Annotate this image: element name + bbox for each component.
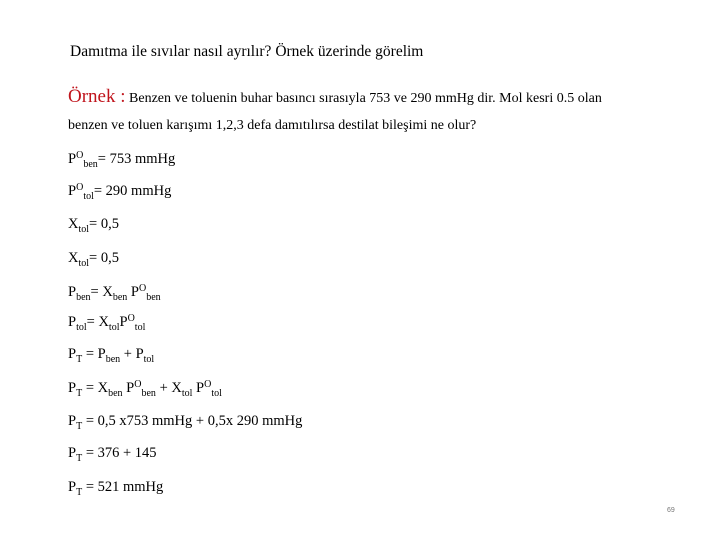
subscript: tol (76, 322, 87, 333)
equation-line (68, 413, 302, 430)
equation-text: P (68, 183, 77, 199)
equation-text: + X (155, 380, 182, 396)
equation-text: + P (120, 346, 144, 362)
subscript: ben (76, 292, 91, 303)
subscript: ben (146, 292, 161, 303)
equation-line (68, 216, 119, 233)
equation-text: = 753 mmHg (97, 151, 176, 167)
equation-text: X (68, 216, 79, 232)
equation-text: = 376 + 145 (82, 445, 157, 461)
subscript: T (76, 421, 83, 432)
subscript: ben (108, 388, 123, 399)
example-line-1 (68, 86, 602, 108)
superscript: O (138, 283, 147, 294)
subscript: T (76, 453, 83, 464)
subscript: T (76, 487, 83, 498)
equation-text: P (68, 413, 77, 429)
equation-text: X (68, 250, 79, 266)
equation-line (68, 151, 175, 168)
equation-text: = 0,5 (89, 250, 119, 266)
subscript: tol (108, 322, 120, 333)
example-label: Örnek : (68, 86, 126, 107)
equation-line (68, 284, 161, 301)
equation-text: P (119, 314, 128, 330)
example-text-1: Benzen ve toluenin buhar basıncı sırasıyla 753 ve 290 mmHg dir. Mol kesri 0.5 olan (125, 91, 602, 106)
subscript: ben (141, 388, 156, 399)
superscript: O (204, 379, 212, 390)
equation-text: P (192, 380, 205, 396)
equation-line (68, 314, 145, 331)
equation-text: = X (90, 284, 113, 300)
slide-title: Damıtma ile sıvılar nasıl ayrılır? Örnek üzerinde görelim (70, 43, 424, 60)
subscript: tol (181, 388, 193, 399)
equation-text: = X (86, 314, 109, 330)
equation-line (68, 183, 171, 200)
equation-text: = P (82, 346, 106, 362)
superscript: O (76, 150, 84, 161)
page-number: 69 (667, 507, 675, 514)
subscript: tol (134, 322, 146, 333)
superscript: O (134, 379, 142, 390)
equation-text: P (68, 380, 77, 396)
example-line-2: benzen ve toluen karışımı 1,2,3 defa damıtılırsa destilat bileşimi ne olur? (68, 118, 477, 133)
subscript: T (76, 388, 83, 399)
equation-text: P (68, 314, 77, 330)
equation-text: P (68, 346, 77, 362)
subscript: tol (211, 388, 222, 399)
subscript: tol (78, 258, 90, 269)
superscript: O (76, 182, 84, 193)
equation-text: = 0,5 (89, 216, 119, 232)
subscript: tol (143, 354, 155, 365)
subscript: ben (112, 292, 128, 303)
subscript: T (76, 354, 83, 365)
subscript: ben (83, 159, 98, 170)
subscript: tol (78, 224, 90, 235)
subscript: tol (83, 191, 94, 202)
equation-line (68, 346, 154, 363)
equation-line (68, 479, 163, 496)
equation-text: = 290 mmHg (93, 183, 172, 199)
equation-text: = 521 mmHg (82, 479, 164, 495)
equation-line (68, 445, 157, 462)
superscript: O (127, 313, 135, 324)
equation-text: P (68, 151, 77, 167)
equation-text: P (122, 380, 135, 396)
equation-line (68, 380, 222, 397)
equation-text: P (127, 284, 139, 300)
equation-text: = 0,5 x753 mmHg + 0,5x 290 mmHg (82, 413, 303, 429)
subscript: ben (105, 354, 121, 365)
equation-line (68, 250, 119, 267)
equation-text: = X (82, 380, 109, 396)
equation-text: P (68, 284, 77, 300)
equation-text: P (68, 479, 77, 495)
equation-text: P (68, 445, 77, 461)
